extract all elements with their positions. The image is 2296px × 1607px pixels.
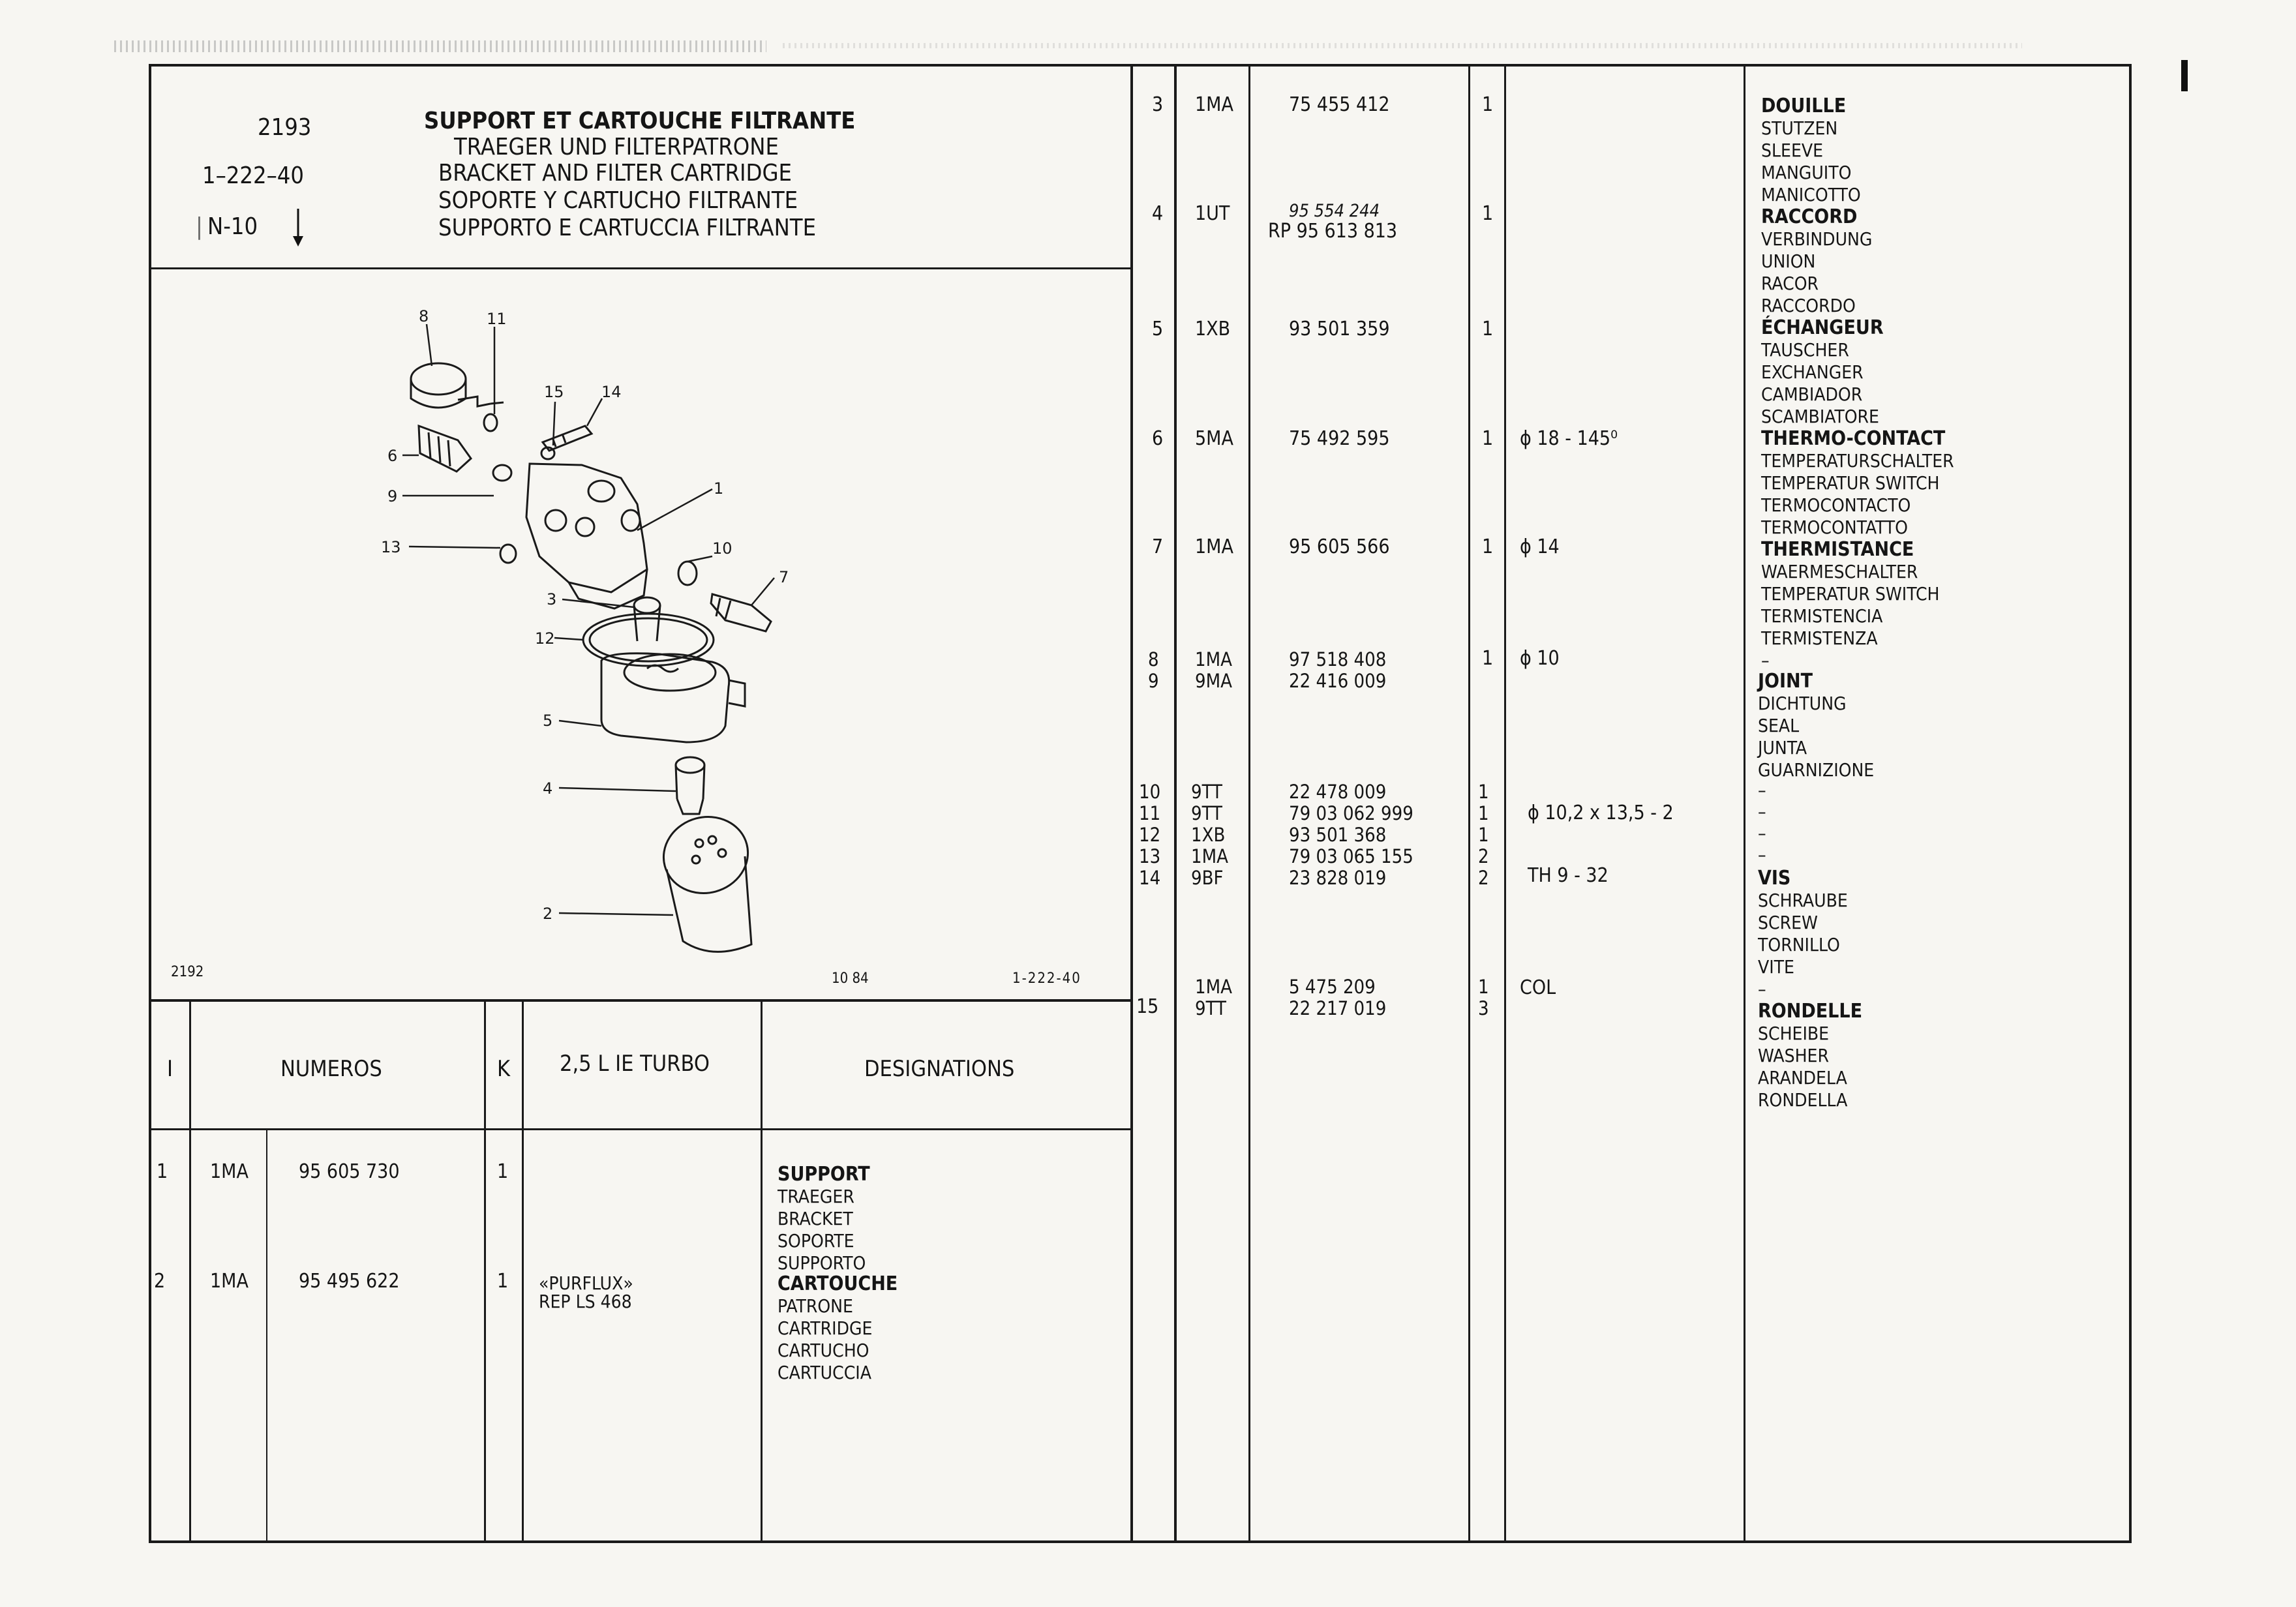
row-part-number: 95 605 566	[1289, 535, 1390, 558]
row-code: 1XB	[1195, 318, 1231, 340]
reference-number: 1–222–40	[202, 162, 304, 189]
designation-block-washer: RONDELLE SCHEIBE WASHER ARANDELA RONDELLA	[1758, 1000, 1863, 1111]
row-item-group: 10 11 12 13 14	[1139, 781, 1161, 889]
title-fr: SUPPORT ET CARTOUCHE FILTRANTE	[424, 108, 856, 134]
part-9-ring	[493, 465, 511, 481]
down-arrow-icon	[290, 207, 306, 248]
col-numbers-header: NUMEROS	[280, 1056, 382, 1082]
callout-2: 2	[543, 905, 553, 923]
row-qty-group: 1 3	[1478, 976, 1489, 1019]
model-code: N-10	[207, 213, 258, 240]
scan-noise	[783, 43, 2022, 48]
part-8-sender	[411, 363, 504, 408]
row-code: 5MA	[1195, 427, 1233, 450]
callout-1: 1	[714, 479, 724, 498]
row-note: ϕ 14	[1520, 535, 1560, 558]
scan-noise	[114, 40, 766, 52]
exploded-parts-diagram	[151, 269, 1130, 999]
row-qty: 1	[1482, 93, 1494, 116]
figure-reference: 1-222-40	[1012, 970, 1081, 987]
col-k-header: K	[497, 1056, 511, 1082]
row-item: 6	[1152, 427, 1164, 450]
callout-7: 7	[779, 568, 789, 586]
title-de: TRAEGER UND FILTERPATRONE	[454, 134, 779, 160]
row-item: 15	[1136, 995, 1159, 1018]
row-designation: SUPPORT TRAEGER BRACKET SOPORTE SUPPORTO	[778, 1163, 870, 1274]
part-5-exchanger	[601, 653, 745, 742]
designation-block-sleeve: DOUILLE STUTZEN SLEEVE MANGUITO MANICOTTO RACCORD VERBINDUNG UNION RACOR RACCORDO ÉCHANGEUR TAUSCHER EXCHANGER CAMBIADOR SCAMBIATORE THERMO-CONTACT TEMPERATURSCHALTER TEMPERATUR SWITCH TERMOCONTACTO TERMOCONTATTO THERMISTANCE WAERMESCHALTER TEMPERATUR SWITCH TERMISTENCIA TERMISTENZA –	[1761, 95, 1954, 671]
part-4-union	[676, 757, 704, 814]
row-part-number-rep: RP 95 613 813	[1268, 220, 1398, 243]
row-note: «PURFLUX» REP LS 468	[539, 1272, 633, 1312]
row-qty: 1	[497, 1270, 509, 1293]
row-code: 1UT	[1195, 202, 1230, 225]
callout-10: 10	[712, 539, 733, 558]
figure-number: 2192	[171, 964, 204, 980]
row-code: 1MA	[210, 1270, 249, 1293]
row-code: 1MA	[1195, 93, 1233, 116]
designation-dashes: – – – –	[1758, 779, 1766, 865]
row-part-number: 75 455 412	[1289, 93, 1390, 116]
scan-mark	[2181, 60, 2188, 91]
row-note: TH 9 - 32	[1528, 864, 1609, 887]
callout-14: 14	[601, 383, 622, 401]
callout-5: 5	[543, 712, 553, 730]
row-part-number: 75 492 595	[1289, 427, 1390, 450]
row-item: 7	[1152, 535, 1164, 558]
row-code-group: 9TT 9TT 1XB 1MA 9BF	[1191, 781, 1228, 889]
part-6-sensor	[419, 426, 471, 472]
designation-block-joint: JOINT DICHTUNG SEAL JUNTA GUARNIZIONE	[1758, 670, 1875, 781]
row-qty-group: 1 1 1 2 2	[1478, 781, 1489, 889]
callout-3: 3	[547, 590, 557, 608]
figure-date: 10 84	[832, 970, 869, 987]
row-designation: CARTOUCHE PATRONE CARTRIDGE CARTUCHO CARTUCCIA	[778, 1272, 898, 1383]
row-qty: 1	[1482, 647, 1494, 670]
part-1-bracket	[526, 464, 647, 608]
row-qty: 1	[1482, 318, 1494, 340]
callout-13: 13	[381, 538, 401, 556]
title-es: SOPORTE Y CARTUCHO FILTRANTE	[438, 187, 798, 214]
row-part-number: 95 495 622	[299, 1270, 400, 1293]
part-7-sensor	[711, 594, 771, 631]
col-engine-header: 2,5 L IE TURBO	[560, 1051, 710, 1077]
margin-mark: |	[196, 213, 203, 240]
row-code-group: 1MA 9MA	[1195, 648, 1232, 692]
row-item: 3	[1152, 93, 1164, 116]
row-item: 2	[154, 1270, 166, 1293]
row-code-group: 1MA 9TT	[1195, 976, 1232, 1019]
callout-12: 12	[535, 629, 555, 648]
row-item-group: 8 9	[1148, 648, 1159, 692]
title-it: SUPPORTO E CARTUCCIA FILTRANTE	[438, 215, 817, 241]
group-number: 2193	[258, 114, 312, 141]
row-item: 5	[1152, 318, 1164, 340]
callout-11: 11	[487, 310, 507, 328]
col-designations-header: DESIGNATIONS	[864, 1056, 1015, 1082]
row-part-number-group: 22 478 009 79 03 062 999 93 501 368 79 03 065 155 23 828 019	[1289, 781, 1413, 889]
row-note: ϕ 10,2 x 13,5 - 2	[1528, 802, 1674, 824]
callout-8: 8	[419, 307, 429, 325]
part-2-filter	[655, 807, 757, 952]
part-11-ring	[484, 414, 497, 431]
part-13-ring	[500, 545, 516, 563]
row-part-number: 95 554 244	[1289, 201, 1380, 221]
callout-6: 6	[387, 447, 398, 465]
designation-block-screw: VIS SCHRAUBE SCREW TORNILLO VITE –	[1758, 867, 1848, 1000]
row-note: ϕ 18 - 145⁰	[1520, 427, 1618, 450]
callout-15: 15	[544, 383, 564, 401]
row-qty: 1	[1482, 427, 1494, 450]
row-part-number: 95 605 730	[299, 1160, 400, 1183]
callout-4: 4	[543, 779, 553, 798]
row-item: 1	[157, 1160, 168, 1183]
row-code: 1MA	[1195, 535, 1233, 558]
row-qty: 1	[497, 1160, 509, 1183]
col-item-header: I	[167, 1056, 174, 1082]
row-part-number-group: 97 518 408 22 416 009	[1289, 648, 1387, 692]
row-note: COL	[1520, 976, 1556, 999]
leader-lines	[402, 324, 774, 915]
callout-9: 9	[387, 487, 398, 505]
row-item: 4	[1152, 202, 1164, 225]
title-en: BRACKET AND FILTER CARTRIDGE	[438, 160, 793, 187]
row-part-number-group: 5 475 209 22 217 019	[1289, 976, 1387, 1019]
row-note: ϕ 10	[1520, 647, 1560, 670]
row-code: 1MA	[210, 1160, 249, 1183]
row-part-number: 93 501 359	[1289, 318, 1390, 340]
row-qty: 1	[1482, 535, 1494, 558]
row-qty: 1	[1482, 202, 1494, 225]
part-10-ring	[678, 562, 697, 585]
